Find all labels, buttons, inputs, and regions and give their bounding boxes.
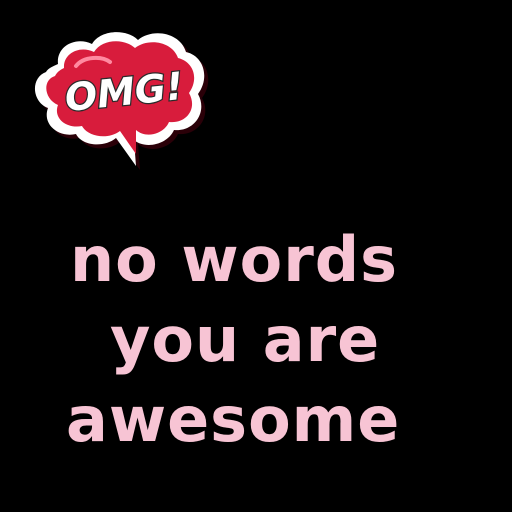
speech-bubble-icon bbox=[18, 20, 218, 170]
message-line-3: awesome bbox=[66, 383, 401, 456]
message-block bbox=[0, 222, 512, 462]
message-line-1: no words bbox=[70, 223, 399, 296]
message-line-2: you are bbox=[110, 303, 381, 376]
omg-sticker bbox=[18, 20, 218, 170]
omg-text: OMG! bbox=[62, 63, 186, 121]
